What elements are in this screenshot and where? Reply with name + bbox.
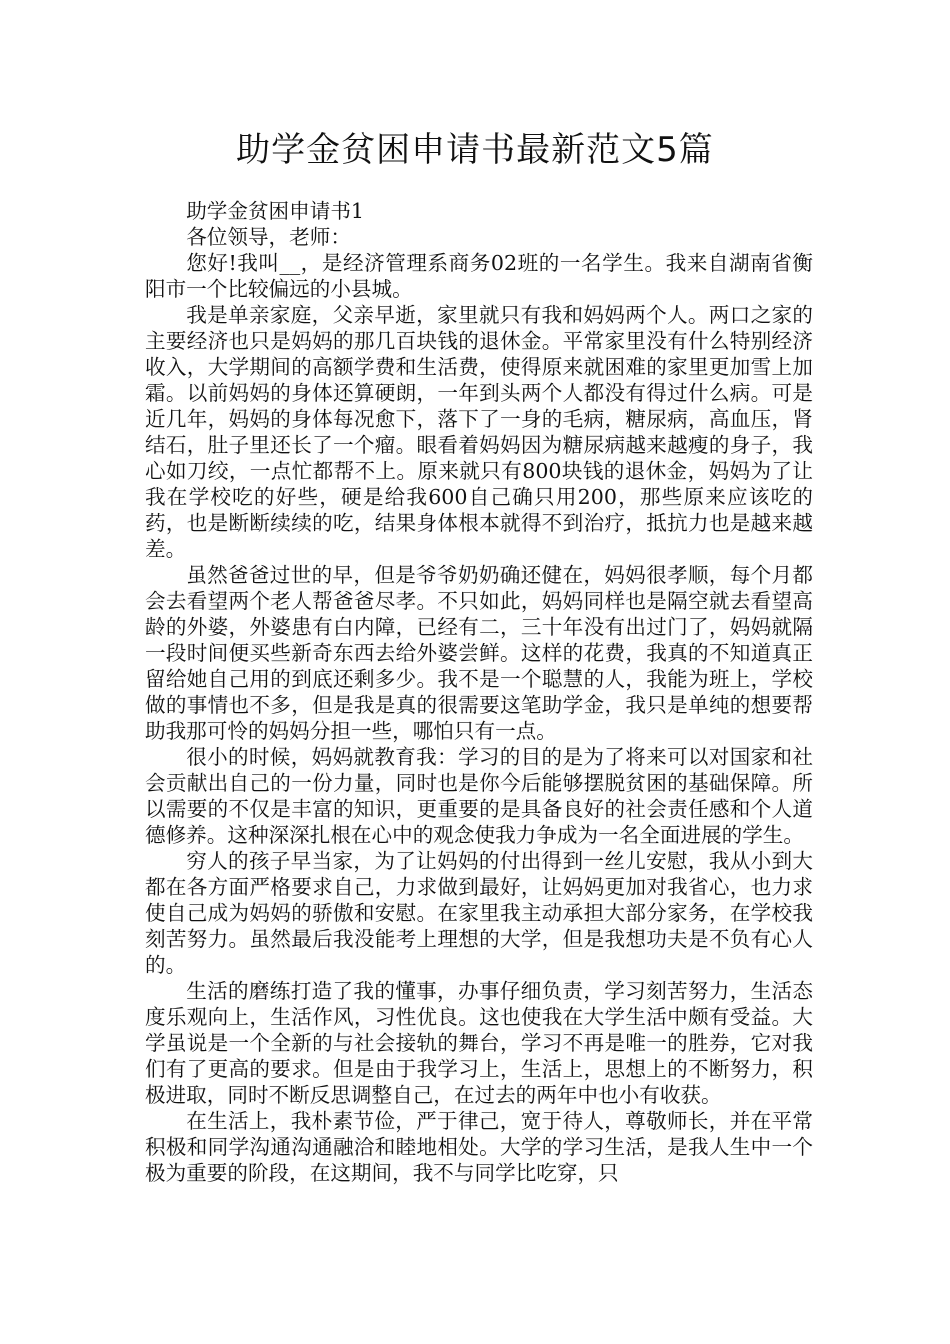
document-body (145, 198, 813, 1186)
paragraph: 穷人的孩子早当家，为了让妈妈的付出得到一丝儿安慰，我从小到大都在各方面严格要求自己，力求做到最好，让妈妈更加对我省心，也力求使自己成为妈妈的骄傲和安慰。在家里我主动承担大部分家务，在学校我刻苦努力。虽然最后我没能考上理想的大学，但是我想功夫是不负有心人的。 (145, 849, 813, 977)
paragraph: 生活的磨练打造了我的懂事，办事仔细负责，学习刻苦努力，生活态度乐观向上，生活作风，习性优良。这也使我在大学生活中颇有受益。大学虽说是一个全新的与社会接轨的舞台，学习不再是唯一的胜券，它对我们有了更高的要求。但是由于我学习上，生活上，思想上的不断努力，积极进取，同时不断反思调整自己，在过去的两年中也小有收获。 (145, 979, 813, 1107)
document-title: 助学金贫困申请书最新范文5篇 (236, 130, 714, 170)
paragraph: 很小的时候，妈妈就教育我：学习的目的是为了将来可以对国家和社会贡献出自己的一份力量，同时也是你今后能够摆脱贫困的基础保障。所以需要的不仅是丰富的知识，更重要的是具备良好的社会责任感和个人道德修养。这种深深扎根在心中的观念使我力争成为一名全面进展的学生。 (145, 745, 813, 847)
paragraph: 在生活上，我朴素节俭，严于律己，宽于待人，尊敬师长，并在平常积极和同学沟通沟通融洽和睦地相处。大学的学习生活，是我人生中一个极为重要的阶段，在这期间，我不与同学比吃穿，只 (145, 1109, 813, 1185)
paragraph: 虽然爸爸过世的早，但是爷爷奶奶确还健在，妈妈很孝顺，每个月都会去看望两个老人帮爸爸尽孝。不只如此，妈妈同样也是隔空就去看望高龄的外婆，外婆患有白内障，已经有二，三十年没有出过门了，妈妈就隔一段时间便买些新奇东西去给外婆尝鲜。这样的花费，我真的不知道真正留给她自己用的到底还剩多少。我不是一个聪慧的人，我能为班上，学校做的事情也不多，但是我是真的很需要这笔助学金，我只是单纯的想要帮助我那可怜的妈妈分担一些，哪怕只有一点。 (145, 563, 813, 743)
paragraph: 您好!我叫__，是经济管理系商务02班的一名学生。我来自湖南省衡阳市一个比较偏远的小县城。 (145, 251, 813, 301)
paragraph-salutation: 各位领导，老师： (186, 225, 351, 249)
paragraph: 我是单亲家庭，父亲早逝，家里就只有我和妈妈两个人。两口之家的主要经济也只是妈妈的那几百块钱的退休金。平常家里没有什么特别经济收入，大学期间的高额学费和生活费，使得原来就困难的家里更加雪上加霜。以前妈妈的身体还算硬朗，一年到头两个人都没有得过什么病。可是近几年，妈妈的身体每况愈下，落下了一身的毛病，糖尿病，高血压，肾结石，肚子里还长了一个瘤。眼看着妈妈因为糖尿病越来越瘦的身子，我心如刀绞，一点忙都帮不上。原来就只有800块钱的退休金，妈妈为了让我在学校吃的好些，硬是给我600自己确只用200，那些原来应该吃的药，也是断断续续的吃，结果身体根本就得不到治疗，抵抗力也是越来越差。 (145, 303, 813, 561)
paragraph-heading: 助学金贫困申请书1 (186, 199, 365, 223)
